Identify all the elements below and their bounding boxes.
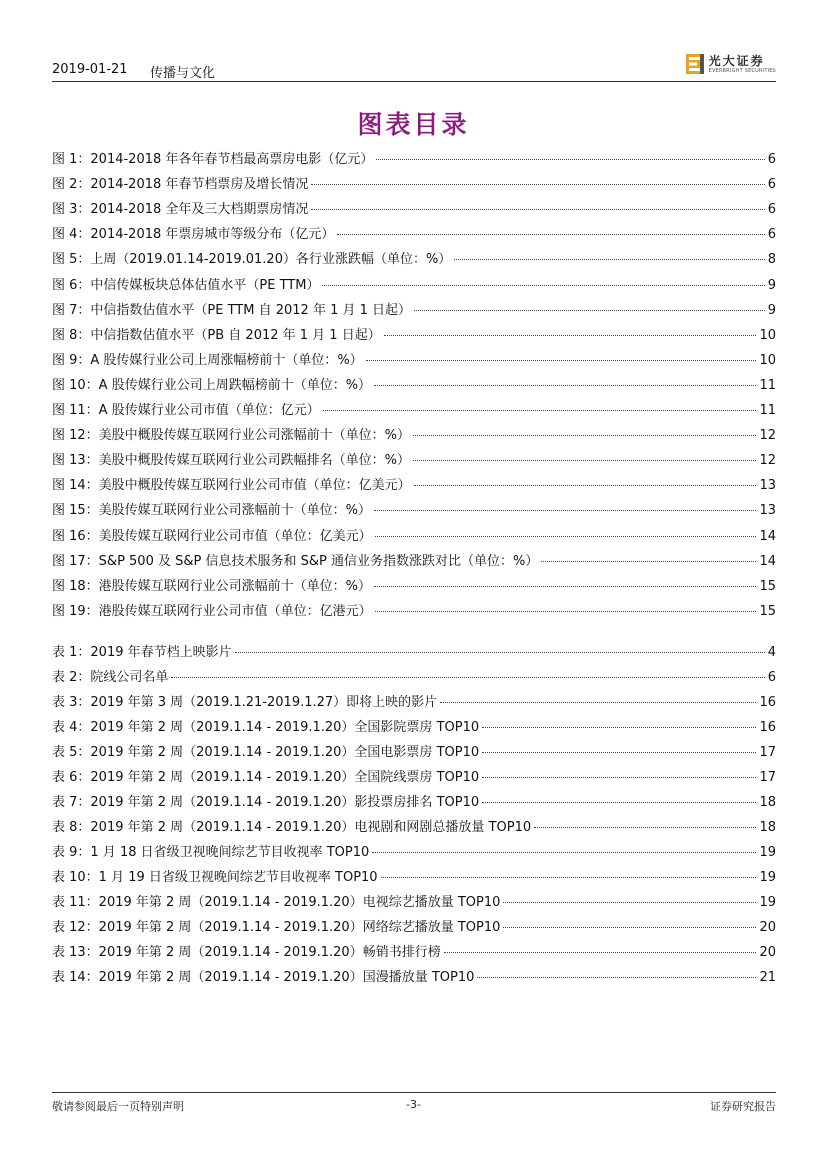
report-date: 2019-01-21	[52, 62, 128, 77]
figure-entry[interactable]	[52, 349, 776, 369]
table-entry[interactable]	[52, 716, 776, 736]
table-entry[interactable]	[52, 866, 776, 886]
figure-entry[interactable]	[52, 324, 776, 344]
figure-entry[interactable]	[52, 374, 776, 394]
dot-leader	[414, 309, 765, 311]
figure-entry-label: 图 9：A 股传媒行业公司上周涨幅榜前十（单位：%）	[52, 352, 363, 368]
dot-leader	[374, 509, 756, 511]
figure-entry-page: 9	[767, 302, 776, 318]
figure-entry[interactable]	[52, 248, 776, 268]
figure-entry-label: 图 8：中信指数估值水平（PB 自 2012 年 1 月 1 日起）	[52, 327, 381, 343]
dot-leader	[171, 676, 764, 678]
dot-leader	[323, 409, 757, 411]
figure-entry-label: 图 13：美股中概股传媒互联网行业公司跌幅排名（单位：%）	[52, 453, 411, 469]
dot-leader	[503, 926, 756, 928]
table-entry-page: 16	[759, 695, 776, 710]
figure-entry[interactable]	[52, 550, 776, 570]
table-entry-label: 表 13：2019 年第 2 周（2019.1.14 - 2019.1.20）畅销书排行榜	[52, 945, 441, 960]
figure-entry-label: 图 14：美股中概股传媒互联网行业公司市值（单位：亿美元）	[52, 478, 411, 494]
dot-leader	[503, 901, 756, 903]
report-type: 证券研究报告	[710, 1100, 776, 1113]
table-entry[interactable]	[52, 816, 776, 836]
dot-leader	[454, 258, 764, 260]
dot-leader	[311, 208, 764, 210]
figure-entry-label: 图 7：中信指数估值水平（PE TTM 自 2012 年 1 月 1 日起）	[52, 302, 412, 318]
figure-entry-page: 11	[759, 377, 776, 393]
dot-leader	[534, 826, 756, 828]
table-entry-page: 17	[759, 745, 776, 760]
table-entry[interactable]	[52, 766, 776, 786]
figure-entry-label: 图 1：2014-2018 年各年春节档最高票房电影（亿元）	[52, 152, 374, 167]
dot-leader	[444, 951, 757, 953]
figure-entry-page: 8	[767, 252, 776, 268]
table-entry-label: 表 9：1 月 18 日省级卫视晚间综艺节目收视率 TOP10	[52, 845, 370, 860]
dot-leader	[374, 384, 756, 386]
dot-leader	[311, 183, 764, 185]
figure-entry-page: 6	[767, 227, 776, 243]
table-entry[interactable]	[52, 916, 776, 936]
figure-entry-label: 图 10：A 股传媒行业公司上周跌幅榜前十（单位：%）	[52, 377, 372, 393]
figure-entry[interactable]	[52, 274, 776, 294]
figure-entry-page: 14	[759, 553, 776, 569]
dot-leader	[482, 751, 756, 753]
dot-leader	[366, 359, 757, 361]
figure-entry-page: 15	[759, 603, 776, 619]
figure-entry-page: 13	[759, 503, 776, 519]
table-entry-label: 表 8：2019 年第 2 周（2019.1.14 - 2019.1.20）电视剧和网剧总播放量 TOP10	[52, 820, 532, 835]
dot-leader	[477, 976, 756, 978]
figure-entry[interactable]	[52, 499, 776, 519]
dot-leader	[375, 535, 757, 537]
dot-leader	[374, 585, 756, 587]
table-entry-page: 16	[759, 720, 776, 735]
dot-leader	[235, 651, 765, 653]
table-entry-page: 19	[759, 845, 776, 860]
dot-leader	[322, 284, 764, 286]
table-entry-label: 表 4：2019 年第 2 周（2019.1.14 - 2019.1.20）全国影院票房 TOP10	[52, 720, 480, 735]
figure-entry-page: 14	[759, 528, 776, 544]
dot-leader	[482, 801, 756, 803]
figure-entry-label: 图 15：美股传媒互联网行业公司涨幅前十（单位：%）	[52, 503, 372, 519]
table-entry-label: 表 1：2019 年春节档上映影片	[52, 645, 232, 660]
figure-entry-page: 15	[759, 578, 776, 594]
figure-entry-page: 6	[767, 152, 776, 167]
figure-entry-page: 13	[759, 478, 776, 494]
figure-entry[interactable]	[52, 600, 776, 620]
table-entry-page: 21	[759, 970, 776, 985]
table-entry[interactable]	[52, 791, 776, 811]
figure-entry-page: 10	[759, 352, 776, 368]
table-entry[interactable]	[52, 966, 776, 986]
everbright-logo	[685, 50, 776, 78]
figure-entry-label: 图 19：港股传媒互联网行业公司市值（单位：亿港元）	[52, 603, 372, 619]
report-section: 传播与文化	[150, 66, 216, 81]
figure-entry[interactable]	[52, 449, 776, 469]
table-entry[interactable]	[52, 841, 776, 861]
disclaimer-note: 敬请参阅最后一页特别声明	[52, 1100, 184, 1113]
table-entry-label: 表 14：2019 年第 2 周（2019.1.14 - 2019.1.20）国漫播放量 TOP10	[52, 970, 475, 985]
figure-entry-page: 10	[759, 327, 776, 343]
table-entry-label: 表 2：院线公司名单	[52, 670, 169, 685]
header-divider	[52, 81, 776, 82]
table-entry[interactable]	[52, 741, 776, 761]
table-entry-label: 表 11：2019 年第 2 周（2019.1.14 - 2019.1.20）电视综艺播放量 TOP10	[52, 895, 501, 910]
table-entry-page: 20	[759, 945, 776, 960]
everbright-logo-mark-icon	[685, 52, 705, 76]
table-entry-label: 表 5：2019 年第 2 周（2019.1.14 - 2019.1.20）全国电影票房 TOP10	[52, 745, 480, 760]
figure-entry-page: 11	[759, 403, 776, 418]
table-entry-label: 表 6：2019 年第 2 周（2019.1.14 - 2019.1.20）全国院线票房 TOP10	[52, 770, 480, 785]
figure-entry[interactable]	[52, 148, 776, 168]
page-header	[52, 53, 776, 82]
figure-entry[interactable]	[52, 474, 776, 494]
table-entry-page: 19	[759, 870, 776, 885]
dot-leader	[381, 876, 757, 878]
dot-leader	[482, 726, 756, 728]
figure-entry-label: 图 6：中信传媒板块总体估值水平（PE TTM）	[52, 277, 320, 293]
figure-entry[interactable]	[52, 399, 776, 419]
figure-entry-label: 图 18：港股传媒互联网行业公司涨幅前十（单位：%）	[52, 578, 372, 594]
figure-entry[interactable]	[52, 424, 776, 444]
figure-entry-label: 图 16：美股传媒互联网行业公司市值（单位：亿美元）	[52, 528, 372, 544]
table-entry-label: 表 3：2019 年第 3 周（2019.1.21-2019.1.27）即将上映的影片	[52, 695, 438, 710]
figure-entry-label: 图 12：美股中概股传媒互联网行业公司涨幅前十（单位：%）	[52, 428, 411, 444]
figure-entry-page: 6	[767, 202, 776, 218]
dot-leader	[482, 776, 756, 778]
figure-entry-label: 图 4：2014-2018 年票房城市等级分布（亿元）	[52, 227, 335, 243]
table-entry-page: 20	[759, 920, 776, 935]
dot-leader	[413, 459, 756, 461]
footer-divider	[52, 1092, 776, 1093]
figure-entry-label: 图 5：上周（2019.01.14-2019.01.20）各行业涨跌幅（单位：%）	[52, 252, 452, 268]
page-title: 图表目录	[357, 110, 470, 139]
figure-entry[interactable]	[52, 575, 776, 595]
figure-entry[interactable]	[52, 525, 776, 545]
figure-entry[interactable]	[52, 299, 776, 319]
dot-leader	[376, 158, 764, 160]
table-entry[interactable]	[52, 666, 776, 686]
figure-entry-label: 图 3：2014-2018 全年及三大档期票房情况	[52, 202, 309, 218]
figure-entry-page: 12	[759, 453, 776, 469]
logo-chinese-name: 光大证券	[708, 53, 765, 68]
dot-leader	[375, 610, 757, 612]
table-entry-page: 18	[759, 820, 776, 835]
figure-entry[interactable]	[52, 198, 776, 218]
table-entry-label: 表 12：2019 年第 2 周（2019.1.14 - 2019.1.20）网络综艺播放量 TOP10	[52, 920, 501, 935]
dot-leader	[337, 233, 764, 235]
figure-entry[interactable]	[52, 173, 776, 193]
table-entry-page: 19	[759, 895, 776, 910]
table-entry[interactable]	[52, 641, 776, 661]
dot-leader	[541, 560, 756, 562]
dot-leader	[372, 851, 756, 853]
figure-entry-page: 6	[767, 177, 776, 193]
table-entry-page: 18	[759, 795, 776, 810]
table-entry[interactable]	[52, 891, 776, 911]
table-entry-label: 表 7：2019 年第 2 周（2019.1.14 - 2019.1.20）影投票房排名 TOP10	[52, 795, 480, 810]
dot-leader	[384, 334, 757, 336]
page-number: -3-	[406, 1098, 421, 1111]
dot-leader	[440, 701, 756, 703]
table-entry-page: 6	[767, 670, 776, 685]
figure-entry-page: 9	[767, 277, 776, 293]
table-entry[interactable]	[52, 691, 776, 711]
table-entry-label: 表 10：1 月 19 日省级卫视晚间综艺节目收视率 TOP10	[52, 870, 378, 885]
figure-entry-label: 图 17：S&P 500 及 S&P 信息技术服务和 S&P 通信业务指数涨跌对比（单位：%）	[52, 553, 539, 569]
figure-entry-label: 图 11：A 股传媒行业公司市值（单位：亿元）	[52, 403, 320, 418]
table-entry-page: 4	[767, 645, 776, 660]
dot-leader	[414, 484, 757, 486]
figure-entry-label: 图 2：2014-2018 年春节档票房及增长情况	[52, 177, 309, 193]
table-entry[interactable]	[52, 941, 776, 961]
figure-entry-page: 12	[759, 428, 776, 444]
figure-entry[interactable]	[52, 223, 776, 243]
logo-english-name: EVERBRIGHT SECURITIES	[708, 67, 776, 74]
dot-leader	[413, 434, 756, 436]
table-entry-page: 17	[759, 770, 776, 785]
